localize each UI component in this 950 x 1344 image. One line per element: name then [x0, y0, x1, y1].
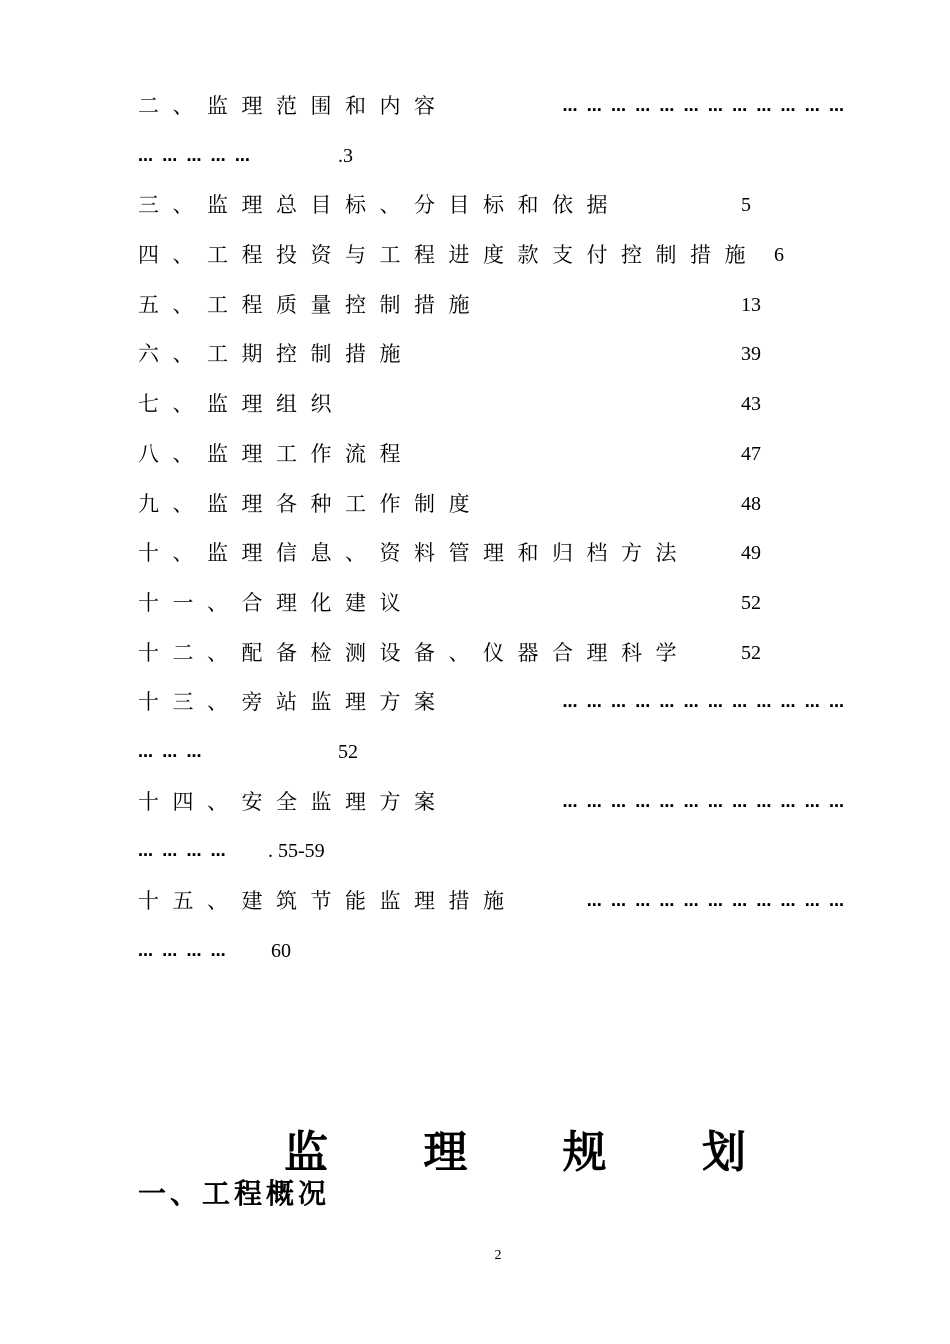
toc-page-number: .3: [338, 144, 353, 167]
toc-entry[interactable]: [138, 629, 850, 679]
toc-page-number: 49: [741, 542, 761, 565]
toc-entry[interactable]: [138, 678, 850, 728]
toc-entry-title: 三、监理总目标、分目标和依据: [138, 193, 621, 218]
toc-page-number: 52: [338, 740, 358, 763]
toc-entry-continuation: [138, 927, 850, 977]
toc-entry-title: 十四、安全监理方案: [138, 789, 449, 814]
toc-entry-title: 十三、旁站监理方案: [138, 690, 449, 715]
toc-page-number: . 55-59: [268, 840, 325, 863]
toc-entry[interactable]: [138, 480, 850, 530]
toc-entry-continuation: [138, 827, 850, 877]
toc-leader-dots: … … …: [138, 742, 204, 761]
toc-leader-dots: … … … … …: [138, 146, 252, 165]
toc-entry-title: 十二、配备检测设备、仪器合理科学: [138, 640, 690, 665]
toc-entry[interactable]: [138, 380, 850, 430]
toc-entry[interactable]: [138, 778, 850, 828]
toc-entry-title: 二、监理范围和内容: [138, 94, 449, 118]
toc-entry-title: 十五、建筑节能监理措施: [138, 889, 518, 913]
toc-entry-continuation: [138, 132, 850, 182]
toc-entry-title: 五、工程质量控制措施: [138, 292, 483, 317]
table-of-contents: [138, 82, 850, 976]
page-number: 2: [494, 1248, 502, 1263]
section-heading: 一、工程概况: [138, 1177, 331, 1210]
toc-entry[interactable]: [138, 281, 850, 331]
toc-entry-title: 六、工期控制措施: [138, 342, 414, 367]
toc-entry[interactable]: [138, 877, 850, 927]
toc-page-number: 39: [741, 343, 761, 366]
toc-entry-title: 十、监理信息、资料管理和归档方法: [138, 541, 690, 566]
document-main-title: 监 理 规 划: [284, 1127, 786, 1178]
toc-page-number: 60: [271, 939, 291, 962]
toc-entry[interactable]: [138, 579, 850, 629]
toc-page-number: 47: [741, 442, 761, 465]
toc-page-number: 48: [741, 492, 761, 515]
toc-entry-continuation: [138, 728, 850, 778]
toc-leader-dots: … … … … … … … … … … … …: [562, 97, 846, 115]
toc-leader-dots: … … … … … … … … … … … …: [562, 693, 846, 712]
toc-leader-dots: … … … … … … … … … … … …: [562, 792, 846, 811]
toc-entry[interactable]: [138, 181, 850, 231]
toc-page-number: 6: [774, 244, 784, 267]
toc-entry[interactable]: [138, 330, 850, 380]
toc-leader-dots: … … … …: [138, 842, 228, 861]
toc-page-number: 52: [741, 641, 761, 664]
toc-entry[interactable]: [138, 82, 850, 132]
toc-entry[interactable]: [138, 231, 850, 281]
toc-leader-dots: … … … …: [138, 941, 228, 960]
toc-page-number: 5: [741, 194, 751, 217]
toc-page-number: 52: [741, 591, 761, 614]
toc-entry[interactable]: [138, 430, 850, 480]
toc-leader-dots: … … … … … … … … … … …: [586, 892, 846, 910]
toc-entry-title: 八、监理工作流程: [138, 441, 414, 466]
toc-entry[interactable]: [138, 529, 850, 579]
toc-entry-title: 七、监理组织: [138, 392, 345, 417]
toc-entry-title: 四、工程投资与工程进度款支付控制措施: [138, 243, 759, 268]
toc-page-number: 13: [741, 293, 761, 316]
toc-page-number: 43: [741, 393, 761, 416]
toc-entry-title: 九、监理各种工作制度: [138, 491, 483, 516]
toc-entry-title: 十一、合理化建议: [138, 590, 414, 615]
